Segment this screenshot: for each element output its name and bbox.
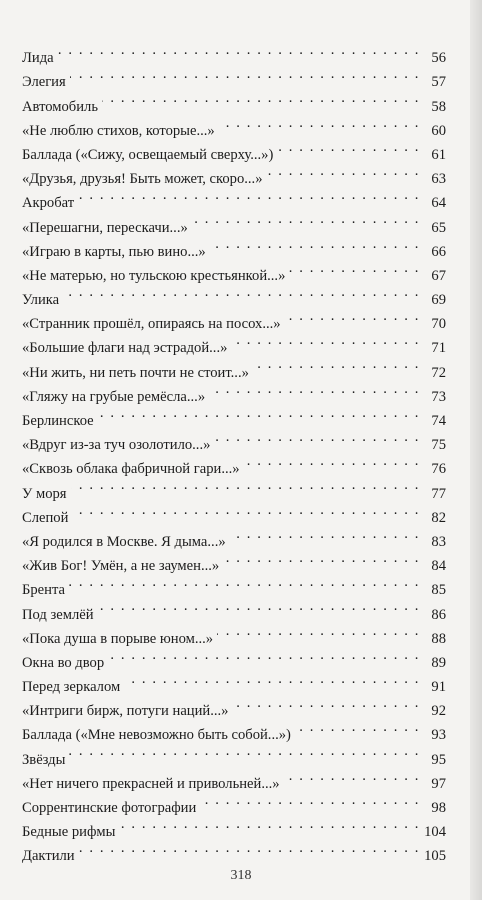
toc-entry-page: 74 [431, 413, 446, 429]
toc-leader-dots [209, 377, 420, 401]
toc-entry [22, 764, 446, 792]
toc-leader-dots [98, 401, 420, 425]
toc-leader-dots [78, 183, 420, 207]
toc-leader-dots [223, 546, 420, 570]
toc-entry [22, 304, 446, 333]
toc-entry-title: Улика [22, 292, 60, 309]
toc-entry [22, 594, 446, 623]
toc-entry-title: Окна во двор [22, 654, 105, 671]
toc-leader-dots [231, 328, 420, 352]
toc-entry [22, 86, 446, 115]
toc-entry-title: Под землёй [22, 606, 94, 623]
toc-entry-title: Бедные рифмы [22, 824, 116, 841]
toc-entry-title: «Я родился в Москве. Я дыма...» [22, 533, 226, 550]
toc-leader-dots [69, 570, 420, 594]
toc-leader-dots [119, 812, 420, 836]
toc-leader-dots [210, 232, 420, 256]
toc-entry [22, 38, 446, 67]
toc-entry-title: Слепой [22, 509, 69, 526]
toc-entry-page: 72 [431, 364, 446, 381]
toc-entry-title: Перед зеркалом [22, 679, 121, 696]
toc-entry-title: Лида [22, 50, 54, 67]
toc-entry-title: Баллада («Мне невозможно быть собой...») [22, 727, 291, 744]
toc-entry-page: 82 [431, 509, 446, 526]
toc-entry-title: «Сквозь облака фабричной гари...» [22, 461, 240, 478]
toc-entry-page: 93 [431, 727, 446, 744]
page-edge [470, 0, 482, 900]
toc-entry-page: 67 [431, 267, 446, 284]
toc-entry [22, 836, 446, 865]
toc-entry-page: 89 [431, 654, 446, 671]
toc-entry-title: Соррентинские фотографии [22, 800, 197, 816]
toc-entry-title: Элегия [22, 74, 66, 91]
toc-entry [22, 183, 446, 212]
toc-entry [22, 207, 446, 236]
toc-entry [22, 280, 446, 309]
toc-leader-dots [124, 667, 420, 691]
toc-entry-page: 77 [431, 485, 446, 502]
table-of-contents [22, 38, 446, 865]
toc-entry-title: «Друзья, друзья! Быть может, скоро...» [22, 171, 263, 188]
toc-entry-title: «Нет ничего прекрасней и привольней...» [22, 775, 280, 792]
toc-entry-page: 71 [431, 340, 446, 357]
toc-entry-page: 56 [431, 50, 446, 67]
toc-entry-title: Автомобиль [22, 98, 98, 115]
toc-entry-title: Дактили [22, 848, 75, 865]
toc-leader-dots [253, 352, 420, 376]
toc-entry-page: 88 [431, 630, 446, 647]
toc-entry-title: У моря [22, 485, 67, 502]
toc-leader-dots [295, 715, 420, 739]
toc-entry-title: «Жив Бог! Умён, а не заумен...» [22, 558, 220, 575]
toc-leader-dots [70, 62, 420, 86]
toc-entry-page: 97 [431, 775, 446, 792]
toc-entry-title: «Играю в карты, пью вино...» [22, 243, 206, 260]
toc-leader-dots [63, 280, 420, 304]
toc-entry-page: 69 [431, 292, 446, 309]
toc-entry-page: 84 [431, 558, 446, 575]
toc-entry-page: 75 [431, 437, 446, 454]
toc-leader-dots [217, 619, 420, 643]
toc-leader-dots [289, 256, 420, 280]
toc-entry-title: «Вдруг из-за туч озолотило...» [22, 437, 211, 454]
toc-entry-page: 61 [431, 146, 446, 163]
toc-entry [22, 522, 446, 550]
toc-entry-page: 66 [431, 243, 446, 260]
toc-leader-dots [98, 594, 420, 618]
toc-entry-page: 65 [431, 219, 446, 236]
toc-entry [22, 498, 446, 526]
toc-entry [22, 473, 446, 502]
toc-entry-page: 105 [424, 848, 446, 865]
toc-leader-dots [277, 135, 420, 159]
toc-entry-title: Баллада («Сижу, освещаемый сверху...») [22, 146, 274, 163]
toc-entry-title: «Большие флаги над эстрадой...» [22, 340, 228, 357]
toc-entry-title: «Не люблю стихов, которые...» [22, 122, 215, 139]
toc-leader-dots [214, 425, 420, 449]
toc-entry-title: Брента [22, 582, 65, 599]
toc-leader-dots [244, 449, 420, 473]
toc-entry-page: 91 [431, 679, 446, 696]
toc-leader-dots [71, 473, 420, 497]
toc-leader-dots [102, 86, 420, 110]
toc-leader-dots [192, 207, 420, 231]
toc-entry-title: «Странник прошёл, опираясь на посох...» [22, 316, 281, 333]
toc-entry-title: Акробат [22, 195, 75, 212]
toc-leader-dots [200, 788, 420, 812]
toc-entry-page: 85 [431, 582, 446, 599]
toc-leader-dots [58, 38, 420, 62]
toc-entry-page: 58 [431, 98, 446, 115]
toc-entry-title: Берлинское [22, 413, 94, 429]
toc-entry-page: 73 [431, 388, 446, 405]
toc-leader-dots [267, 159, 421, 183]
toc-entry-page: 92 [431, 703, 446, 720]
toc-entry-page: 83 [431, 533, 446, 550]
toc-entry-title: «Перешагни, перескачи...» [22, 219, 188, 236]
toc-entry-page: 104 [424, 824, 446, 841]
toc-leader-dots [108, 643, 420, 667]
toc-leader-dots [219, 111, 420, 135]
toc-leader-dots [79, 836, 420, 860]
page-number: 318 [230, 868, 252, 883]
toc-entry-title: «Ни жить, ни петь почти не стоит...» [22, 364, 249, 381]
toc-entry-page: 60 [431, 122, 446, 139]
toc-entry-page: 86 [431, 606, 446, 623]
toc-entry-page: 57 [431, 74, 446, 91]
toc-entry-title: Звёзды [22, 751, 66, 768]
toc-entry [22, 570, 446, 599]
toc-entry-page: 64 [431, 195, 446, 212]
toc-entry-page: 98 [431, 800, 446, 816]
toc-leader-dots [72, 498, 420, 522]
toc-entry-title: «Пока душа в порыве юном...» [22, 630, 214, 647]
toc-leader-dots [230, 522, 420, 546]
toc-leader-dots [284, 764, 420, 788]
toc-leader-dots [69, 739, 420, 763]
toc-entry-page: 95 [431, 751, 446, 768]
toc-entry-title: «Интриги бирж, потуги наций...» [22, 703, 229, 720]
toc-entry-page: 76 [431, 461, 446, 478]
toc-entry-title: «Не матерью, но тульскою крестьянкой...» [22, 267, 286, 284]
toc-entry [22, 62, 446, 91]
toc-entry-page: 63 [431, 171, 446, 188]
toc-entry-page: 70 [431, 316, 446, 333]
toc-entry-title: «Гляжу на грубые ремёсла...» [22, 388, 206, 405]
toc-entry [22, 739, 446, 768]
toc-leader-dots [232, 691, 420, 715]
toc-leader-dots [285, 304, 420, 328]
